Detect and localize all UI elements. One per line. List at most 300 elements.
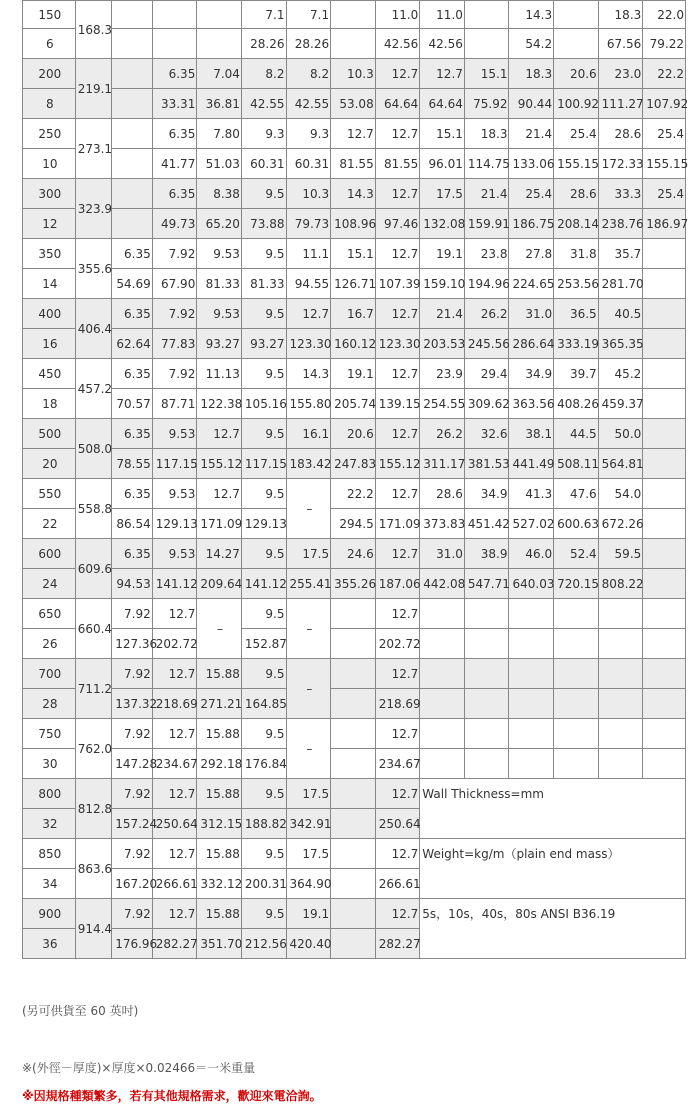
outer-diameter: 660.4 (75, 599, 111, 659)
weight-cell: 234.67 (152, 749, 197, 779)
nominal-size-inch: 22 (23, 509, 76, 539)
weight-cell: 53.08 (331, 89, 376, 119)
weight-cell: 420.40 (286, 929, 331, 959)
wall-thickness-cell: 12.7 (375, 239, 420, 269)
wall-thickness-cell (464, 599, 509, 629)
wall-thickness-cell: 23.0 (598, 59, 643, 89)
wall-thickness-cell: 20.6 (554, 59, 599, 89)
nominal-size-inch: 32 (23, 809, 76, 839)
weight-cell: 67.90 (152, 269, 197, 299)
weight-cell (509, 629, 554, 659)
wall-thickness-cell: 7.92 (112, 779, 153, 809)
wall-thickness-cell: 14.3 (331, 179, 376, 209)
supply-note: (另可供貨至 60 英吋) (22, 1004, 139, 1018)
weight-cell: 51.03 (197, 149, 242, 179)
weight-cell (331, 809, 376, 839)
table-row (23, 329, 686, 359)
weight-cell (331, 929, 376, 959)
nominal-size-inch: 20 (23, 449, 76, 479)
wall-thickness-cell: 6.35 (152, 119, 197, 149)
wall-thickness-cell (112, 1, 153, 29)
wall-thickness-cell (331, 1, 376, 29)
weight-cell: 218.69 (152, 689, 197, 719)
wall-thickness-cell: 17.5 (286, 539, 331, 569)
weight-cell (643, 449, 686, 479)
outer-diameter: 406.4 (75, 299, 111, 359)
weight-cell (331, 629, 376, 659)
nominal-size-inch: 24 (23, 569, 76, 599)
weight-cell: 42.55 (286, 89, 331, 119)
nominal-size-mm: 700 (23, 659, 76, 689)
wall-thickness-cell: 7.92 (112, 899, 153, 929)
wall-thickness-cell: 9.5 (241, 659, 286, 689)
weight-cell: 254.55 (420, 389, 465, 419)
wall-thickness-cell (420, 659, 465, 689)
wall-thickness-cell: 9.53 (152, 419, 197, 449)
weight-formula-note: ※(外徑－厚度)×厚度×0.02466＝一米重量 (22, 1061, 256, 1075)
weight-cell: 67.56 (598, 29, 643, 59)
weight-cell: 451.42 (464, 509, 509, 539)
wall-thickness-cell (464, 719, 509, 749)
weight-cell: 159.10 (420, 269, 465, 299)
wall-thickness-cell: 26.2 (464, 299, 509, 329)
wall-thickness-cell: 40.5 (598, 299, 643, 329)
wall-thickness-cell: 8.2 (286, 59, 331, 89)
outer-diameter: 711.2 (75, 659, 111, 719)
weight-cell: 238.76 (598, 209, 643, 239)
wall-thickness-cell: 39.7 (554, 359, 599, 389)
table-row (23, 419, 686, 449)
weight-cell (554, 689, 599, 719)
wall-thickness-cell: 12.7 (375, 899, 420, 929)
wall-thickness-cell: 12.7 (375, 839, 420, 869)
wall-thickness-cell: 38.1 (509, 419, 554, 449)
wall-thickness-cell: 6.35 (112, 239, 153, 269)
weight-cell: 62.64 (112, 329, 153, 359)
table-row (23, 29, 686, 59)
weight-cell: 100.92 (554, 89, 599, 119)
wall-thickness-cell (112, 119, 153, 149)
weight-cell: 183.42 (286, 449, 331, 479)
weight-unit-note: Weight=kg/m（plain end mass） (420, 839, 686, 899)
weight-cell: 255.41 (286, 569, 331, 599)
wall-thickness-cell: 7.80 (197, 119, 242, 149)
wall-thickness-cell: 9.5 (241, 599, 286, 629)
weight-cell: 176.96 (112, 929, 153, 959)
nominal-size-inch: 6 (23, 29, 76, 59)
weight-cell: 114.75 (464, 149, 509, 179)
wall-thickness-cell: 7.92 (152, 299, 197, 329)
weight-cell: 33.31 (152, 89, 197, 119)
weight-cell: 408.26 (554, 389, 599, 419)
weight-cell: 93.27 (197, 329, 242, 359)
wall-thickness-cell: 19.1 (286, 899, 331, 929)
wall-thickness-cell: 6.35 (152, 59, 197, 89)
wall-thickness-cell: 28.6 (420, 479, 465, 509)
outer-diameter: 914.4 (75, 899, 111, 959)
wall-thickness-cell (197, 1, 242, 29)
wall-thickness-cell: 6.35 (112, 479, 153, 509)
wall-thickness-cell: 9.5 (241, 539, 286, 569)
wall-thickness-cell: 12.7 (375, 179, 420, 209)
nominal-size-mm: 750 (23, 719, 76, 749)
wall-thickness-cell: 7.92 (152, 239, 197, 269)
weight-cell (197, 29, 242, 59)
wall-thickness-cell (420, 719, 465, 749)
weight-cell: 202.72 (152, 629, 197, 659)
wall-thickness-cell: 12.7 (375, 599, 420, 629)
outer-diameter: 323.9 (75, 179, 111, 239)
outer-diameter: 273.1 (75, 119, 111, 179)
nominal-size-mm: 850 (23, 839, 76, 869)
weight-cell: 160.12 (331, 329, 376, 359)
weight-cell: 81.55 (375, 149, 420, 179)
weight-cell: 42.55 (241, 89, 286, 119)
wall-thickness-cell (643, 539, 686, 569)
weight-cell: 672.26 (598, 509, 643, 539)
nominal-size-mm: 250 (23, 119, 76, 149)
weight-cell: 171.09 (197, 509, 242, 539)
weight-cell: 250.64 (152, 809, 197, 839)
wall-thickness-cell: 17.5 (286, 839, 331, 869)
wall-thickness-cell: 23.8 (464, 239, 509, 269)
table-row (23, 179, 686, 209)
table-row (23, 89, 686, 119)
wall-thickness-cell: 6.35 (112, 299, 153, 329)
wall-thickness-cell (554, 1, 599, 29)
table-row (23, 359, 686, 389)
weight-cell: 208.14 (554, 209, 599, 239)
wall-thickness-cell (331, 899, 376, 929)
wall-thickness-cell: 11.0 (420, 1, 465, 29)
weight-cell (643, 389, 686, 419)
weight-cell (554, 629, 599, 659)
wall-thickness-cell: 35.7 (598, 239, 643, 269)
table-row (23, 209, 686, 239)
wall-thickness-cell: 47.6 (554, 479, 599, 509)
outer-diameter: 508.0 (75, 419, 111, 479)
wall-thickness-cell: 19.1 (420, 239, 465, 269)
wall-thickness-cell: 9.5 (241, 179, 286, 209)
wall-thickness-cell: 6.35 (112, 419, 153, 449)
dash-cell: – (286, 719, 331, 779)
weight-cell: 253.56 (554, 269, 599, 299)
wall-thickness-cell: 11.0 (375, 1, 420, 29)
wall-thickness-cell: 12.7 (331, 119, 376, 149)
table-row (23, 779, 686, 809)
wall-thickness-cell: 25.4 (509, 179, 554, 209)
wall-thickness-cell: 15.1 (420, 119, 465, 149)
table-row (23, 389, 686, 419)
weight-cell: 282.27 (152, 929, 197, 959)
wall-thickness-cell (554, 719, 599, 749)
weight-cell (464, 629, 509, 659)
weight-cell (554, 29, 599, 59)
nominal-size-inch: 8 (23, 89, 76, 119)
weight-cell: 155.15 (643, 149, 686, 179)
wall-thickness-cell: 12.7 (420, 59, 465, 89)
weight-cell: 441.49 (509, 449, 554, 479)
weight-cell (554, 749, 599, 779)
wall-thickness-cell: 29.4 (464, 359, 509, 389)
weight-cell: 266.61 (375, 869, 420, 899)
table-row (23, 599, 686, 629)
weight-cell: 70.57 (112, 389, 153, 419)
weight-cell (331, 869, 376, 899)
wall-thickness-cell: 19.1 (331, 359, 376, 389)
wall-thickness-cell: 33.3 (598, 179, 643, 209)
weight-cell: 123.30 (286, 329, 331, 359)
wall-thickness-cell: 21.4 (420, 299, 465, 329)
weight-cell: 42.56 (375, 29, 420, 59)
weight-cell (643, 569, 686, 599)
weight-cell: 122.38 (197, 389, 242, 419)
weight-cell (420, 629, 465, 659)
wall-thickness-cell: 28.6 (554, 179, 599, 209)
weight-cell (643, 509, 686, 539)
weight-cell: 351.70 (197, 929, 242, 959)
table-row (23, 299, 686, 329)
wall-thickness-cell: 7.92 (112, 839, 153, 869)
table-row (23, 149, 686, 179)
weight-cell: 247.83 (331, 449, 376, 479)
weight-cell: 194.96 (464, 269, 509, 299)
weight-cell: 333.19 (554, 329, 599, 359)
wall-thickness-cell (598, 659, 643, 689)
wall-thickness-cell: 21.4 (509, 119, 554, 149)
weight-cell (152, 29, 197, 59)
wall-thickness-cell: 45.2 (598, 359, 643, 389)
weight-cell: 292.18 (197, 749, 242, 779)
weight-cell: 203.53 (420, 329, 465, 359)
wall-thickness-cell: 15.1 (464, 59, 509, 89)
wall-thickness-cell: 32.6 (464, 419, 509, 449)
nominal-size-mm: 600 (23, 539, 76, 569)
table-row (23, 539, 686, 569)
weight-cell (464, 29, 509, 59)
wall-thickness-cell: 12.7 (375, 719, 420, 749)
nominal-size-mm: 450 (23, 359, 76, 389)
table-row (23, 449, 686, 479)
weight-cell: 209.64 (197, 569, 242, 599)
weight-cell: 90.44 (509, 89, 554, 119)
nominal-size-inch: 34 (23, 869, 76, 899)
weight-cell: 54.69 (112, 269, 153, 299)
dash-cell: – (286, 479, 331, 539)
weight-cell: 81.33 (197, 269, 242, 299)
table-row (23, 239, 686, 269)
wall-thickness-cell: 15.88 (197, 839, 242, 869)
weight-cell: 250.64 (375, 809, 420, 839)
wall-thickness-cell: 12.7 (375, 779, 420, 809)
wall-thickness-cell (331, 719, 376, 749)
weight-cell: 311.17 (420, 449, 465, 479)
weight-cell: 176.84 (241, 749, 286, 779)
weight-cell: 218.69 (375, 689, 420, 719)
wall-thickness-cell (112, 179, 153, 209)
wall-thickness-cell: 26.2 (420, 419, 465, 449)
weight-cell: 281.70 (598, 269, 643, 299)
weight-cell: 132.08 (420, 209, 465, 239)
weight-cell: 79.73 (286, 209, 331, 239)
table-row (23, 569, 686, 599)
wall-thickness-cell: 9.5 (241, 719, 286, 749)
weight-cell: 81.33 (241, 269, 286, 299)
weight-cell: 342.91 (286, 809, 331, 839)
wall-thickness-cell: 12.7 (197, 479, 242, 509)
weight-cell: 108.96 (331, 209, 376, 239)
weight-cell: 42.56 (420, 29, 465, 59)
wall-thickness-cell: 7.1 (241, 1, 286, 29)
wall-thickness-cell: 15.1 (331, 239, 376, 269)
nominal-size-inch: 12 (23, 209, 76, 239)
weight-cell: 137.32 (112, 689, 153, 719)
wall-thickness-cell (598, 599, 643, 629)
weight-cell: 65.20 (197, 209, 242, 239)
wall-thickness-cell: 28.6 (598, 119, 643, 149)
table-row (23, 719, 686, 749)
wall-thickness-cell: 18.3 (598, 1, 643, 29)
weight-cell: 123.30 (375, 329, 420, 359)
table-row (23, 269, 686, 299)
nominal-size-inch: 26 (23, 629, 76, 659)
weight-cell: 365.35 (598, 329, 643, 359)
weight-cell (509, 749, 554, 779)
wall-thickness-cell: 31.0 (420, 539, 465, 569)
weight-cell: 126.71 (331, 269, 376, 299)
outer-diameter: 812.8 (75, 779, 111, 839)
weight-cell: 94.55 (286, 269, 331, 299)
wall-thickness-cell: 12.7 (375, 479, 420, 509)
weight-cell: 96.01 (420, 149, 465, 179)
wall-thickness-cell: 7.92 (112, 719, 153, 749)
table-row (23, 509, 686, 539)
wall-thickness-cell (509, 719, 554, 749)
weight-cell: 172.33 (598, 149, 643, 179)
wall-thickness-cell: 9.53 (152, 539, 197, 569)
wall-thickness-cell: 12.7 (152, 719, 197, 749)
weight-cell (509, 689, 554, 719)
wall-thickness-cell: 18.3 (464, 119, 509, 149)
wall-thickness-cell: 25.4 (643, 119, 686, 149)
weight-cell: 60.31 (286, 149, 331, 179)
wall-thickness-cell: 34.9 (509, 359, 554, 389)
weight-cell: 373.83 (420, 509, 465, 539)
weight-cell: 129.13 (241, 509, 286, 539)
wall-thickness-cell (643, 419, 686, 449)
weight-cell: 294.5 (331, 509, 376, 539)
weight-cell: 286.64 (509, 329, 554, 359)
weight-cell: 186.75 (509, 209, 554, 239)
wall-thickness-cell (464, 1, 509, 29)
weight-cell (420, 749, 465, 779)
wall-thickness-cell: 9.5 (241, 479, 286, 509)
nominal-size-inch: 16 (23, 329, 76, 359)
wall-thickness-cell (643, 599, 686, 629)
weight-cell: 564.81 (598, 449, 643, 479)
weight-cell: 640.03 (509, 569, 554, 599)
wall-thickness-cell: 23.9 (420, 359, 465, 389)
wall-thickness-cell: 9.5 (241, 299, 286, 329)
weight-cell: 271.21 (197, 689, 242, 719)
weight-cell: 117.15 (152, 449, 197, 479)
weight-cell: 155.15 (554, 149, 599, 179)
weight-cell: 171.09 (375, 509, 420, 539)
wall-thickness-cell: 54.0 (598, 479, 643, 509)
weight-cell: 93.27 (241, 329, 286, 359)
wall-thickness-cell: 14.3 (286, 359, 331, 389)
weight-cell: 147.28 (112, 749, 153, 779)
wall-thickness-cell: 8.2 (241, 59, 286, 89)
weight-cell: 245.56 (464, 329, 509, 359)
wall-thickness-cell: 52.4 (554, 539, 599, 569)
table-row (23, 689, 686, 719)
weight-cell: 155.80 (286, 389, 331, 419)
dash-cell: – (197, 599, 242, 659)
nominal-size-inch: 30 (23, 749, 76, 779)
weight-cell: 234.67 (375, 749, 420, 779)
weight-cell: 224.65 (509, 269, 554, 299)
wall-thickness-cell (509, 599, 554, 629)
wall-thickness-cell: 24.6 (331, 539, 376, 569)
weight-cell: 720.15 (554, 569, 599, 599)
nominal-size-mm: 900 (23, 899, 76, 929)
wall-thickness-cell (464, 659, 509, 689)
weight-cell: 309.62 (464, 389, 509, 419)
wall-thickness-cell: 9.5 (241, 839, 286, 869)
weight-cell: 212.56 (241, 929, 286, 959)
weight-cell (331, 749, 376, 779)
weight-cell: 188.82 (241, 809, 286, 839)
wall-thickness-cell: 25.4 (643, 179, 686, 209)
outer-diameter: 168.3 (75, 1, 111, 59)
dash-cell: – (286, 659, 331, 719)
wall-thickness-cell (112, 59, 153, 89)
weight-cell (598, 629, 643, 659)
wall-thickness-cell: 7.92 (152, 359, 197, 389)
wall-thickness-cell: 41.3 (509, 479, 554, 509)
wall-thickness-cell: 34.9 (464, 479, 509, 509)
weight-cell: 97.46 (375, 209, 420, 239)
weight-cell (643, 629, 686, 659)
wall-thickness-unit-note: Wall Thickness=mm (420, 779, 686, 839)
weight-cell (464, 689, 509, 719)
table-row (23, 749, 686, 779)
wall-thickness-cell (420, 599, 465, 629)
wall-thickness-cell (331, 599, 376, 629)
nominal-size-inch: 28 (23, 689, 76, 719)
wall-thickness-cell: 17.5 (420, 179, 465, 209)
weight-cell: 187.06 (375, 569, 420, 599)
wall-thickness-cell: 46.0 (509, 539, 554, 569)
wall-thickness-cell: 22.2 (331, 479, 376, 509)
nominal-size-inch: 36 (23, 929, 76, 959)
weight-cell: 547.71 (464, 569, 509, 599)
wall-thickness-cell: 12.7 (375, 359, 420, 389)
wall-thickness-cell: 44.5 (554, 419, 599, 449)
wall-thickness-cell: 12.7 (375, 59, 420, 89)
nominal-size-inch: 18 (23, 389, 76, 419)
outer-diameter: 457.2 (75, 359, 111, 419)
table-row (23, 839, 686, 869)
wall-thickness-cell: 15.88 (197, 779, 242, 809)
weight-cell: 36.81 (197, 89, 242, 119)
nominal-size-mm: 200 (23, 59, 76, 89)
weight-cell: 205.74 (331, 389, 376, 419)
wall-thickness-cell: 9.5 (241, 239, 286, 269)
weight-cell: 266.61 (152, 869, 197, 899)
weight-cell: 107.92 (643, 89, 686, 119)
